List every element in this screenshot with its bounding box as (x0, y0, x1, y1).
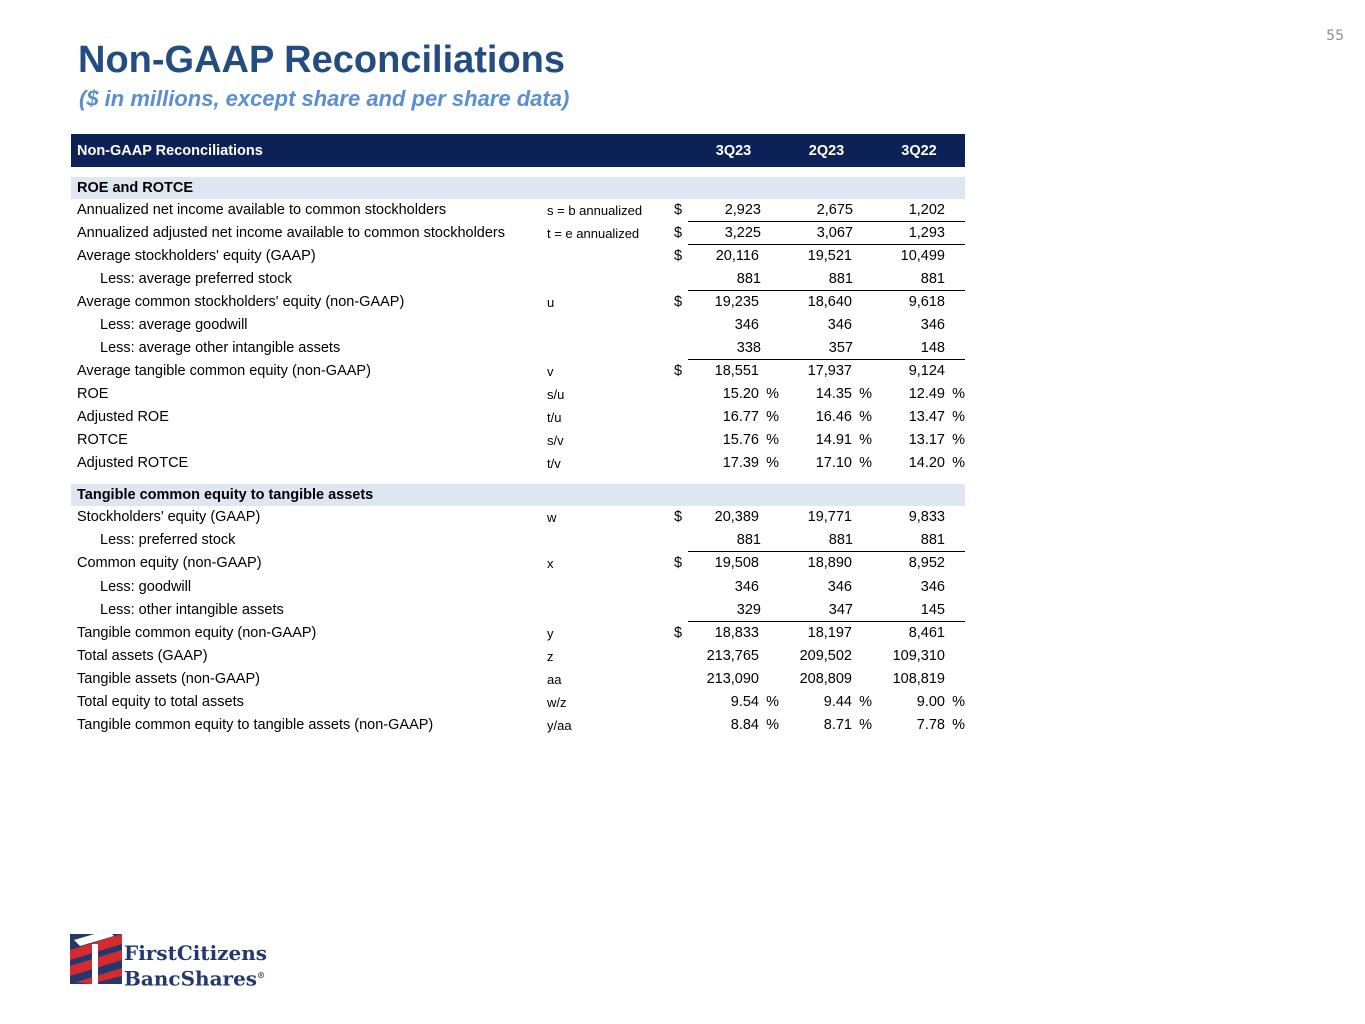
value-number: 15.76 (722, 432, 759, 448)
page-subtitle: ($ in millions, except share and per share data) (79, 86, 570, 111)
value-number: 881 (736, 271, 761, 287)
logo-line-1: FirstCitizens (124, 941, 268, 965)
value-number: 108,819 (892, 671, 945, 687)
row-label: Less: goodwill (100, 579, 192, 595)
value-number: 2,923 (724, 202, 761, 218)
table-row (71, 222, 965, 245)
value-number: 347 (828, 602, 853, 618)
value-number: 16.77 (722, 409, 759, 425)
value-cell (688, 691, 779, 713)
value-cell (781, 691, 872, 713)
table-row (71, 337, 965, 360)
value-number: 346 (734, 579, 759, 595)
row-label: Tangible common equity (non-GAAP) (77, 625, 317, 641)
table-row (71, 429, 965, 452)
table-row (71, 506, 965, 529)
value-cell (688, 337, 781, 360)
row-ref: w/z (547, 695, 567, 710)
value-number: 9,833 (908, 509, 945, 525)
column-header-3q23: 3Q23 (715, 142, 752, 159)
value-cell (781, 268, 873, 291)
value-cell (873, 314, 965, 336)
table-header-label: Non-GAAP Reconciliations (77, 142, 263, 159)
value-cell (873, 576, 965, 598)
value-cell (688, 245, 779, 267)
value-number: 19,235 (714, 294, 759, 310)
value-number: 346 (920, 579, 945, 595)
row-label: Annualized adjusted net income available to common stockholders (77, 225, 505, 241)
row-label: Less: preferred stock (100, 532, 236, 548)
value-cell (688, 529, 781, 552)
row-ref: s/u (547, 387, 565, 402)
section-tangible-common-equity-rows (71, 506, 965, 737)
row-ref: t/v (547, 456, 561, 471)
value-cell (873, 429, 965, 451)
value-cell (688, 314, 779, 336)
value-cell (688, 291, 779, 313)
row-label: ROE (77, 386, 109, 402)
value-number: 20,116 (715, 248, 759, 264)
row-label: Less: average other intangible assets (100, 340, 341, 356)
value-cell (688, 383, 779, 405)
row-label: Adjusted ROE (77, 409, 169, 425)
table-row (71, 383, 965, 406)
value-cell (873, 645, 965, 667)
table-row (71, 452, 965, 475)
logo-line-2: BancShares (124, 966, 258, 991)
value-cell (781, 452, 872, 474)
row-label: Average stockholders' equity (GAAP) (77, 248, 316, 264)
value-number: 15.20 (722, 386, 759, 402)
row-label: Common equity (non-GAAP) (77, 555, 262, 571)
row-label: ROTCE (77, 432, 128, 448)
row-label: Average tangible common equity (non-GAAP) (77, 363, 371, 379)
value-cell (688, 360, 779, 382)
value-number: 17,937 (807, 363, 852, 379)
value-number: 329 (736, 602, 761, 618)
table-row (71, 622, 965, 645)
row-ref: w (547, 510, 557, 525)
value-number: 7.78 (916, 717, 945, 733)
value-cell (873, 406, 965, 428)
value-cell (781, 599, 873, 622)
value-number: 17.10 (815, 455, 852, 471)
value-cell (688, 599, 781, 622)
percent-sign: % (766, 717, 779, 733)
dollar-sign: $ (674, 509, 683, 525)
value-number: 9.44 (823, 694, 852, 710)
value-number: 12.49 (908, 386, 945, 402)
value-number: 881 (920, 532, 945, 548)
percent-sign: % (766, 694, 779, 710)
value-number: 14.35 (815, 386, 852, 402)
value-cell (873, 668, 965, 690)
percent-sign: % (952, 409, 965, 425)
value-cell (781, 645, 872, 667)
value-number: 881 (736, 532, 761, 548)
value-cell (781, 576, 872, 598)
value-number: 16.46 (815, 409, 852, 425)
percent-sign: % (952, 717, 965, 733)
value-number: 346 (827, 317, 852, 333)
value-number: 9,124 (908, 363, 945, 379)
value-cell (873, 383, 965, 405)
value-cell (781, 529, 873, 552)
dollar-sign: $ (674, 555, 683, 571)
value-number: 8,952 (908, 555, 945, 571)
dollar-sign: $ (674, 363, 683, 379)
percent-sign: % (859, 694, 872, 710)
row-label: Less: other intangible assets (100, 602, 284, 618)
table-row (71, 668, 965, 691)
value-cell (781, 199, 873, 222)
percent-sign: % (859, 717, 872, 733)
value-number: 346 (734, 317, 759, 333)
value-cell (781, 668, 872, 690)
value-number: 2,675 (816, 202, 853, 218)
value-cell (873, 552, 965, 574)
value-cell (781, 314, 872, 336)
value-cell (873, 599, 965, 622)
value-number: 881 (828, 532, 853, 548)
value-number: 209,502 (799, 648, 852, 664)
table-row (71, 529, 965, 552)
percent-sign: % (859, 409, 872, 425)
table-row (71, 645, 965, 668)
row-label: Annualized net income available to common stockholders (77, 202, 447, 218)
value-cell (781, 714, 872, 736)
value-number: 18,551 (714, 363, 759, 379)
section-roe-rotce: ROE and ROTCE (71, 177, 965, 199)
value-number: 13.17 (908, 432, 945, 448)
dollar-sign: $ (674, 202, 683, 218)
value-cell (688, 714, 779, 736)
value-cell (873, 691, 965, 713)
table-row (71, 268, 965, 291)
value-cell (688, 222, 781, 245)
value-cell (781, 552, 872, 574)
value-number: 145 (920, 602, 945, 618)
table-row (71, 714, 965, 737)
value-number: 9,618 (908, 294, 945, 310)
row-label: Stockholders' equity (GAAP) (77, 509, 261, 525)
row-ref: aa (547, 672, 562, 687)
value-number: 208,809 (799, 671, 852, 687)
percent-sign: % (859, 455, 872, 471)
percent-sign: % (766, 432, 779, 448)
page-number: 55 (1326, 28, 1344, 44)
logo-wordmark (124, 942, 267, 990)
reconciliation-table (71, 134, 965, 737)
value-number: 1,202 (908, 202, 945, 218)
registered-mark: ® (257, 970, 266, 980)
value-number: 9.00 (916, 694, 945, 710)
row-ref: s/v (547, 433, 564, 448)
value-number: 18,833 (714, 625, 759, 641)
row-ref: s = b annualized (547, 203, 643, 218)
flag-mark-icon (70, 930, 122, 984)
value-number: 3,067 (816, 225, 853, 241)
value-cell (781, 291, 872, 313)
value-cell (873, 245, 965, 267)
value-cell (873, 291, 965, 313)
company-logo (70, 930, 122, 989)
percent-sign: % (766, 455, 779, 471)
value-number: 8.84 (730, 717, 759, 733)
value-cell (781, 406, 872, 428)
value-cell (688, 506, 779, 528)
value-number: 18,197 (807, 625, 852, 641)
column-header-2q23: 2Q23 (808, 142, 845, 159)
value-cell (873, 506, 965, 528)
row-label: Total assets (GAAP) (77, 648, 208, 664)
value-number: 10,499 (900, 248, 945, 264)
section-roe-rotce-rows (71, 199, 965, 475)
percent-sign: % (952, 386, 965, 402)
section-tangible-common-equity: Tangible common equity to tangible assets (71, 484, 965, 506)
dollar-sign: $ (674, 225, 683, 241)
value-number: 13.47 (908, 409, 945, 425)
value-number: 14.91 (815, 432, 852, 448)
table-row (71, 291, 965, 314)
value-number: 213,090 (706, 671, 759, 687)
value-cell (781, 222, 873, 245)
value-cell (873, 714, 965, 736)
value-cell (688, 199, 781, 222)
value-cell (781, 506, 872, 528)
value-cell (688, 406, 779, 428)
table-row (71, 552, 965, 576)
row-ref: y/aa (547, 718, 572, 733)
value-number: 338 (736, 340, 761, 356)
value-cell (688, 668, 779, 690)
percent-sign: % (766, 386, 779, 402)
value-cell (688, 452, 779, 474)
row-ref: v (547, 364, 554, 379)
value-cell (873, 222, 965, 245)
value-cell (781, 360, 872, 382)
value-number: 18,890 (807, 555, 852, 571)
value-number: 357 (828, 340, 853, 356)
value-cell (781, 429, 872, 451)
percent-sign: % (859, 432, 872, 448)
table-row (71, 599, 965, 622)
table-header (71, 134, 965, 167)
row-ref: t = e annualized (547, 226, 640, 241)
row-label: Tangible common equity to tangible assets (non-GAAP) (77, 717, 434, 733)
value-cell (781, 245, 872, 267)
row-ref: z (547, 649, 554, 664)
value-number: 213,765 (706, 648, 759, 664)
value-cell (781, 622, 872, 644)
dollar-sign: $ (674, 294, 683, 310)
row-ref: t/u (547, 410, 562, 425)
row-label: Adjusted ROTCE (77, 455, 189, 471)
percent-sign: % (952, 432, 965, 448)
value-number: 346 (920, 317, 945, 333)
table-row (71, 199, 965, 222)
value-number: 881 (920, 271, 945, 287)
percent-sign: % (766, 409, 779, 425)
table-row (71, 360, 965, 383)
value-cell (781, 383, 872, 405)
value-cell (688, 429, 779, 451)
value-number: 148 (920, 340, 945, 356)
value-cell (873, 199, 965, 222)
percent-sign: % (952, 455, 965, 471)
column-header-3q22: 3Q22 (901, 142, 937, 159)
value-number: 19,508 (714, 555, 759, 571)
value-cell (688, 622, 779, 644)
row-label: Less: average preferred stock (100, 271, 292, 287)
value-number: 346 (827, 579, 852, 595)
row-label: Total equity to total assets (77, 694, 244, 710)
value-number: 9.54 (730, 694, 759, 710)
value-cell (688, 576, 779, 598)
value-cell (873, 452, 965, 474)
row-label: Tangible assets (non-GAAP) (77, 671, 260, 687)
table-row (71, 576, 965, 599)
value-number: 20,389 (714, 509, 759, 525)
value-number: 3,225 (724, 225, 761, 241)
value-number: 19,771 (807, 509, 852, 525)
percent-sign: % (952, 694, 965, 710)
value-number: 881 (828, 271, 853, 287)
value-cell (873, 360, 965, 382)
table-row (71, 245, 965, 268)
value-cell (873, 268, 965, 291)
value-number: 8,461 (908, 625, 945, 641)
row-label: Average common stockholders' equity (non-GAAP) (77, 294, 405, 310)
value-cell (873, 622, 965, 644)
value-number: 1,293 (908, 225, 945, 241)
table-row (71, 406, 965, 429)
dollar-sign: $ (674, 248, 683, 264)
page-title: Non-GAAP Reconciliations (78, 39, 566, 81)
table-row (71, 691, 965, 714)
value-cell (688, 268, 781, 291)
value-number: 19,521 (807, 248, 852, 264)
value-cell (781, 337, 873, 360)
value-number: 14.20 (908, 455, 945, 471)
table-row (71, 314, 965, 337)
row-label: Less: average goodwill (100, 317, 248, 333)
row-ref: y (547, 626, 554, 641)
value-cell (873, 337, 965, 360)
value-number: 8.71 (823, 717, 852, 733)
row-ref: u (547, 295, 555, 310)
value-cell (688, 645, 779, 667)
value-number: 18,640 (807, 294, 852, 310)
percent-sign: % (859, 386, 872, 402)
value-cell (873, 529, 965, 552)
value-cell (688, 552, 779, 574)
dollar-sign: $ (674, 625, 683, 641)
row-ref: x (547, 556, 554, 571)
value-number: 17.39 (722, 455, 759, 471)
value-number: 109,310 (892, 648, 945, 664)
